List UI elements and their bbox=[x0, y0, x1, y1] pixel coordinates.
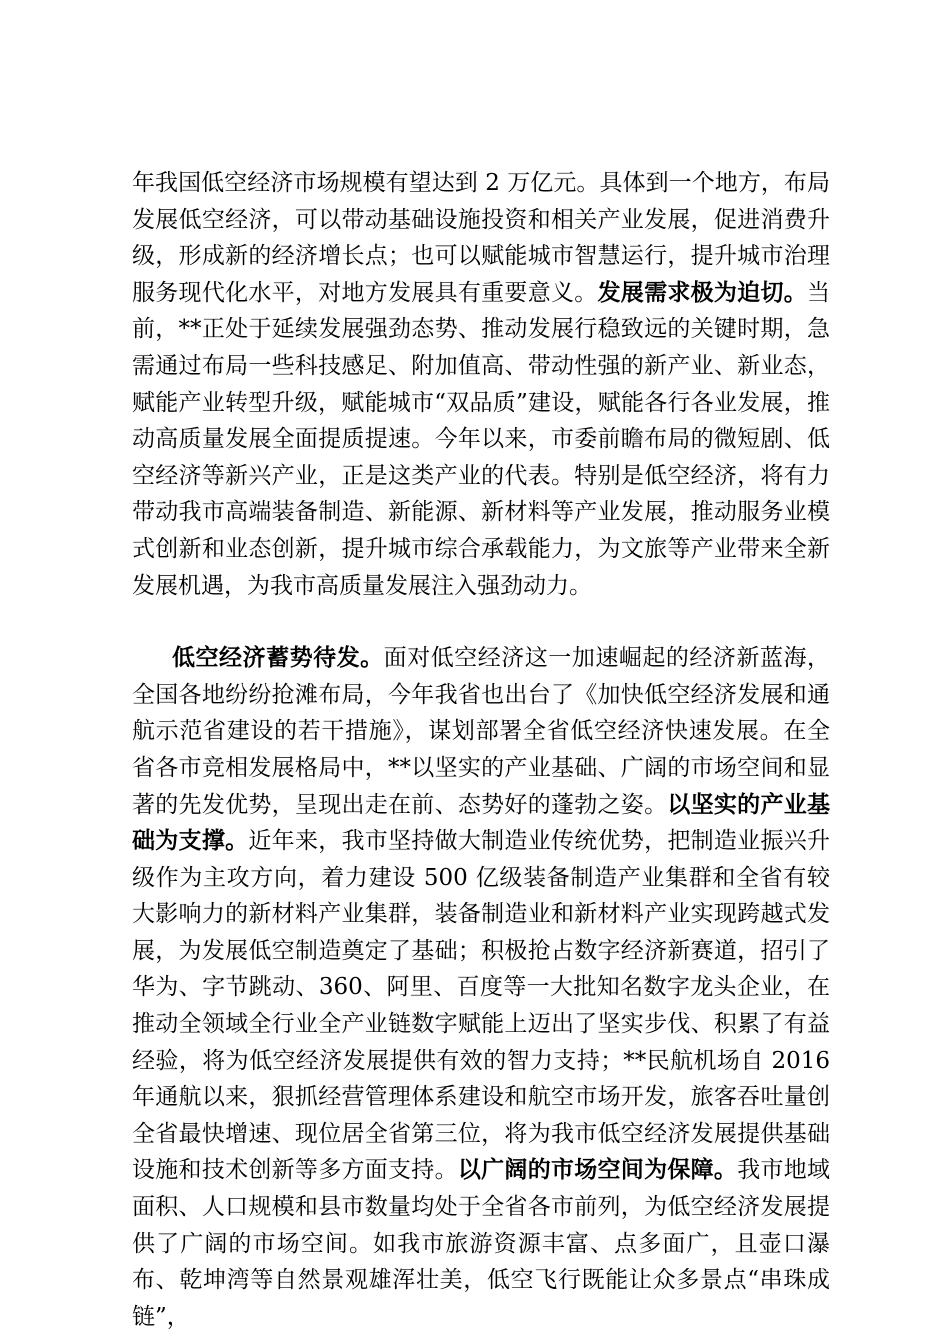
paragraph-low-altitude-economy bbox=[132, 640, 830, 1335]
bold-heading-demand: 发展需求极为迫切。 bbox=[597, 279, 808, 306]
paragraph-text: 我市地域面积、人口规模和县市数量均处于全省各市前列，为低空经济发展提供了广阔的市场空间。如我市旅游资源丰富、点多面广，且壶口瀑布、乾坤湾等自然景观雄浑壮美，低空飞行既能让众多景点“串珠成链”， bbox=[132, 1157, 831, 1330]
document-page bbox=[132, 165, 830, 1335]
bold-heading-market-space: 以广阔的市场空间为保障。 bbox=[457, 1157, 738, 1184]
paragraph-text: 面对低空经济这一加速崛起的经济新蓝海，全国各地纷纷抢滩布局，今年我省也出台了《加快低空经济发展和通航示范省建设的若干措施》，谋划部署全省低空经济快速发展。在全省各市竞相发展格局中，**以坚实的产业基础、广阔的市场空间和显著的先发优势，呈现出走在前、态势好的蓬勃之姿。 bbox=[132, 645, 831, 818]
paragraph-market-outlook bbox=[132, 165, 830, 604]
paragraph-text: 年我国低空经济市场规模有望达到 2 万亿元。具体到一个地方，布局发展低空经济，可以带动基础设施投资和相关产业发展，促进消费升级，形成新的经济增长点；也可以赋能城市智慧运行，提升城市治理服务现代化水平，对地方发展具有重要意义。 bbox=[132, 170, 830, 306]
bold-heading-industry-base: 以坚实的产业基础为支撑。 bbox=[132, 791, 831, 855]
paragraph-text: 近年来，我市坚持做大制造业传统优势，把制造业振兴升级作为主攻方向，着力建设 500 亿级装备制造产业集群和全省有较大影响力的新材料产业集群，装备制造业和新材料产业实现跨越式发展，为发展低空制造奠定了基础；积极抢占数字经济新赛道，招引了华为、字节跳动、360、阿里、百度等一大批知名数字龙头企业，在推动全领域全行业全产业链数字赋能上迈出了坚实步伐、积累了有益经验，将为低空经济发展提供有效的智力支持；**民航机场自 2016 年通航以来，狠抓经营管理体系建设和航空市场开发，旅客吞吐量创全省最快增速、现位居全省第三位，将为我市低空经济发展提供基础设施和技术创新等多方面支持。 bbox=[132, 828, 831, 1184]
paragraph-text: 当前，**正处于延续发展强劲态势、推动发展行稳致远的关键时期，急需通过布局一些科技感足、附加值高、带动性强的新产业、新业态，赋能产业转型升级，赋能城市“双品质”建设，赋能各行各业发展，推动高质量发展全面提质提速。今年以来，市委前瞻布局的微短剧、低空经济等新兴产业，正是这类产业的代表。特别是低空经济，将有力带动我市高端装备制造、新能源、新材料等产业发展，推动服务业模式创新和业态创新，提升城市综合承载能力，为文旅等产业带来全新发展机遇，为我市高质量发展注入强劲动力。 bbox=[132, 279, 831, 599]
bold-heading-ready: 低空经济蓄势待发。 bbox=[172, 645, 384, 672]
